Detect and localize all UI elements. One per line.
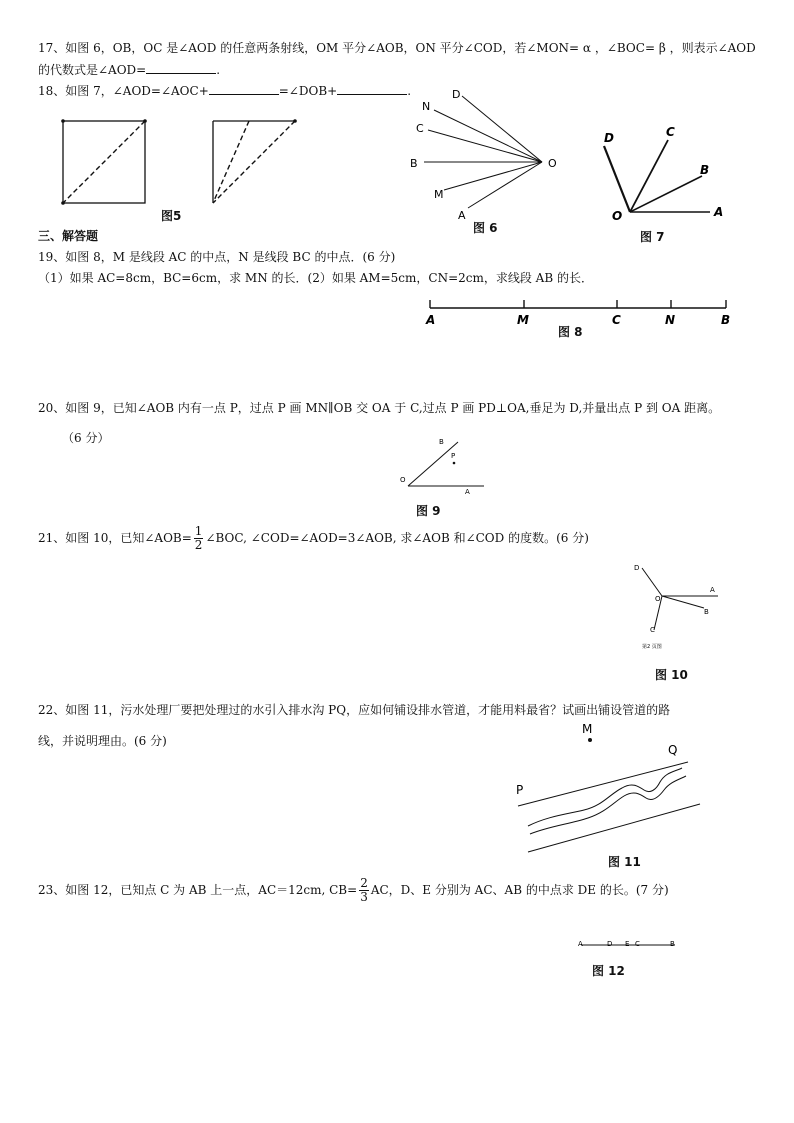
fig12-label-b: B — [670, 940, 675, 948]
fig6-label-m: M — [434, 188, 444, 201]
fig7-label-o: O — [612, 209, 623, 223]
fig6-label-b: B — [410, 157, 418, 170]
fig10-label-d: D — [634, 564, 640, 572]
q18-blank-2[interactable] — [337, 82, 407, 95]
fig7-ray-oc — [630, 140, 668, 212]
fig10-tiny-text: 第2 页图 — [642, 644, 662, 650]
q23-prefix: 23、如图 12，已知点 C 为 AB 上一点，AC＝12cm, CB= — [38, 883, 358, 897]
fig11-label-m: M — [582, 722, 593, 736]
q23-fraction-denominator: 3 — [360, 890, 368, 904]
q23-suffix: AC，D、E 分别为 AC、AB 的中点求 DE 的长。(7 分) — [370, 883, 669, 897]
q18-line — [38, 82, 411, 99]
fig12-label-e: E — [625, 940, 630, 948]
figure-10 — [630, 558, 730, 658]
fig6-label-n: N — [422, 100, 431, 113]
q21-suffix: ∠BOC, ∠COD=∠AOD=3∠AOB, 求∠AOB 和∠COD 的度数。(6 分) — [205, 531, 589, 545]
q18-suffix: . — [407, 84, 412, 98]
fig5-vertex — [61, 201, 65, 205]
fig9-point-p — [453, 462, 456, 465]
q20-line2: （6 分） — [62, 431, 110, 445]
fig12-label-d: D — [607, 940, 613, 948]
fig9-label-p: P — [451, 452, 456, 460]
q17-suffix: . — [216, 63, 221, 77]
fig11-stream-lower — [530, 776, 686, 834]
fig12-caption: 图 12 — [592, 964, 625, 978]
fig8-label-n: N — [665, 313, 676, 327]
fig6-label-c: C — [416, 122, 424, 135]
fig6-caption: 图 6 — [473, 221, 498, 235]
fig5-vertex — [293, 119, 297, 123]
fig10-ray-ob — [662, 596, 704, 608]
fig10-label-o: O — [655, 595, 661, 603]
fig10-label-b: B — [704, 608, 709, 616]
fig7-ray-od — [604, 146, 630, 212]
q17-line1: 17、如图 6，OB，OC 是∠AOD 的任意两条射线，OM 平分∠AOB，ON 平分∠COD，若∠MON= α ，∠BOC= β ，则表示∠AOD — [38, 41, 756, 55]
figure-7 — [598, 124, 738, 224]
fig6-ray-oa — [468, 162, 542, 208]
fig8-label-b: B — [721, 313, 731, 327]
fig5-right-dash2 — [213, 121, 295, 203]
fig6-label-d: D — [452, 88, 461, 101]
fig11-label-q: Q — [668, 743, 678, 757]
figure-5-right-shape — [205, 115, 305, 215]
fig9-caption: 图 9 — [416, 504, 441, 518]
fig5-right-dash1 — [213, 121, 249, 203]
q17-prefix: 的代数式是∠AOD= — [38, 63, 147, 77]
fig10-label-a: A — [710, 586, 715, 594]
figure-6 — [402, 88, 562, 222]
q21-fraction-denominator: 2 — [194, 538, 203, 552]
q23-line — [38, 876, 669, 904]
fig9-ray-ob — [408, 442, 458, 486]
fig11-label-p: P — [516, 783, 524, 797]
fig12-label-a: A — [578, 940, 583, 948]
fig9-label-o: O — [400, 476, 406, 484]
figure-12 — [575, 936, 685, 960]
q23-fraction-numerator: 2 — [360, 876, 368, 890]
fig10-ray-od — [642, 568, 662, 596]
fig6-label-a: A — [458, 209, 466, 222]
q17-answer-blank[interactable] — [146, 61, 216, 74]
fig8-label-a: A — [426, 313, 436, 327]
fig10-label-c: C — [650, 626, 655, 634]
q21-fraction — [194, 525, 204, 552]
fig7-ray-ob — [630, 176, 702, 212]
fig5-vertex — [143, 119, 147, 123]
fig11-ditch-top-edge — [518, 762, 688, 806]
q21-fraction-numerator: 1 — [194, 524, 203, 538]
q21-line — [38, 524, 589, 552]
fig8-label-c: C — [612, 313, 621, 327]
figure-11 — [510, 724, 720, 844]
q18-middle: =∠DOB+ — [278, 84, 338, 98]
fig11-caption: 图 11 — [608, 855, 641, 869]
fig5-caption: 图5 — [161, 209, 182, 223]
q18-prefix: 18、如图 7，∠AOD=∠AOC+ — [38, 84, 209, 98]
section-heading: 三、解答题 — [38, 229, 99, 243]
q20-line1: 20、如图 9，已知∠AOB 内有一点 P，过点 P 画 MN∥OB 交 OA 于 C,过点 P 画 PD⊥OA,垂足为 D,并量出点 P 到 OA 距离。 — [38, 401, 721, 415]
fig9-label-b: B — [439, 438, 444, 446]
fig6-label-o: O — [548, 157, 557, 170]
q21-prefix: 21、如图 10，已知∠AOB= — [38, 531, 192, 545]
fig11-ditch-bottom-edge — [528, 804, 700, 852]
q17-line2 — [38, 61, 220, 78]
fig7-label-b: B — [700, 163, 710, 177]
fig12-label-c: C — [635, 940, 640, 948]
fig7-label-c: C — [666, 125, 675, 139]
figure-5 — [55, 115, 215, 215]
fig7-label-a: A — [714, 205, 724, 219]
q23-fraction — [359, 877, 369, 904]
figure-9 — [396, 436, 496, 496]
fig11-point-m — [588, 738, 592, 742]
fig9-label-a: A — [465, 488, 470, 496]
q22-line2: 线，并说明理由。(6 分) — [38, 734, 167, 748]
fig5-vertex — [61, 119, 65, 123]
fig7-caption: 图 7 — [640, 230, 665, 244]
fig5-diagonal — [63, 121, 145, 203]
fig8-caption: 图 8 — [558, 325, 583, 339]
q18-blank-1[interactable] — [209, 82, 279, 95]
fig6-ray-om — [444, 162, 542, 190]
q19-line2: （1）如果 AC=8cm，BC=6cm，求 MN 的长．(2）如果 AM=5cm，CN=2cm，求线段 AB 的长． — [38, 271, 593, 285]
fig7-label-d: D — [604, 131, 614, 145]
fig10-caption: 图 10 — [655, 668, 688, 682]
fig8-label-m: M — [517, 313, 529, 327]
q22-line1: 22、如图 11，污水处理厂要把处理过的水引入排水沟 PQ，应如何铺设排水管道，才能用料最省？试画出铺设管道的路 — [38, 703, 671, 717]
q19-line1: 19、如图 8，M 是线段 AC 的中点，N 是线段 BC 的中点．(6 分) — [38, 250, 396, 264]
